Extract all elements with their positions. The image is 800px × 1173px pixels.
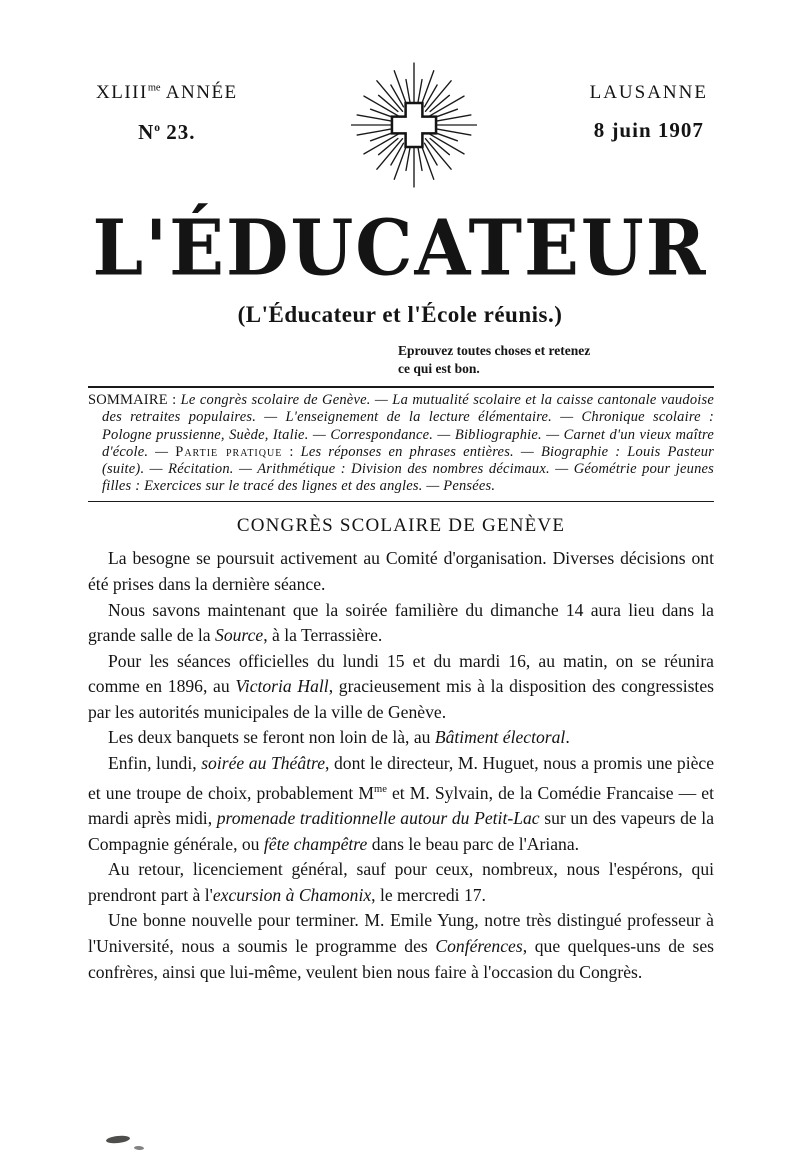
journal-title: L'ÉDUCATEUR xyxy=(92,202,708,293)
swiss-cross-icon xyxy=(392,103,436,147)
numero-superscript: o xyxy=(154,122,161,134)
annee-tail: ANNÉE xyxy=(160,82,238,103)
place-date-block xyxy=(590,82,708,143)
article-body xyxy=(88,546,714,985)
article-paragraph: Pour les séances officielles du lundi 15 et du mardi 16, au matin, on se réunira comme en 1896, au Victoria Hall, gracieusement mis à la disposition des congressistes par les autorités municipales de la ville de Genève. xyxy=(88,650,714,722)
scan-artifact xyxy=(134,1146,144,1151)
article-heading: CONGRÈS SCOLAIRE DE GENÈVE xyxy=(236,515,566,537)
article-paragraph: Une bonne nouvelle pour terminer. M. Emile Yung, notre très distingué professeur à l'Université, nous a soumis le programme des Conférences, que quelques-uns de ses confrères, ainsi que lui-même, veulent bien nous faire à l'occasion du Congrès. xyxy=(88,910,715,982)
article-paragraph: Les deux banquets se feront non loin de là, au Bâtiment électoral. xyxy=(108,727,570,748)
article-paragraph: Enfin, lundi, soirée au Théâtre, dont le directeur, M. Huguet, nous a promis une pièce et une troupe de choix, probablement $M^{me}$ et M. Sylvain, de la Comédie Francaise — et mardi après midi, promenade traditionnelle autour du Petit-Lac sur un des vapeurs de la Compagnie générale, ou fête champêtre dans le beau parc de l'Ariana. xyxy=(88,753,715,854)
article-paragraph: Au retour, licenciement général, sauf pour ceux, nombreux, nous l'espérons, qui prendront part à l'excursion à Chamonix, le mercredi 17. xyxy=(88,859,714,905)
divider-rule-top xyxy=(88,386,714,388)
numero-tail: 23. xyxy=(160,120,196,144)
content-column xyxy=(0,386,800,985)
annee-line xyxy=(96,82,238,104)
sunburst-cross-emblem xyxy=(351,60,477,190)
sunburst-svg xyxy=(351,60,477,190)
numero-main: N xyxy=(138,120,155,144)
issue-date: 8 juin 1907 xyxy=(593,118,704,142)
epigraph-line-2: ce qui est bon. xyxy=(398,360,480,376)
annee-main: XLIII xyxy=(96,82,148,103)
epigraph-line-1: Eprouvez toutes choses et retenez xyxy=(398,343,591,358)
annee-block xyxy=(96,82,238,145)
journal-subtitle: (L'Éducateur et l'École réunis.) xyxy=(237,302,563,327)
masthead xyxy=(0,0,800,190)
article-paragraph: La besogne se poursuit activement au Comité d'organisation. Diverses décisions ont été prises dans la dernière séance. xyxy=(88,548,714,594)
scan-artifact xyxy=(106,1135,131,1144)
place-name: LAUSANNE xyxy=(589,82,708,103)
article-paragraph: Nous savons maintenant que la soirée familière du dimanche 14 aura lieu dans la grande salle de la Source, à la Terrassière. xyxy=(88,599,714,646)
annee-superscript: me xyxy=(147,82,161,94)
epigraph xyxy=(398,342,650,377)
issue-number xyxy=(96,120,238,145)
divider-rule-bottom xyxy=(88,501,714,502)
sommaire: SOMMAIRE : Le congrès scolaire de Genève. — La mutualité scolaire et la caisse cantonale vaudoise des retraites populaires. — L'enseignement de la lecture élémentaire. — Chronique scolaire : Pologne prussienne, Suède, Italie. — Correspondance. — Bibliographie. — Carnet d'un vieux maître d'école. — Partie pratique : Les réponses en phrases entières. — Biographie : Louis Pasteur (suite). — Récitation. — Arithmétique : Division des nombres décimaux. — Géométrie pour jeunes filles : Exercices sur le tracé des lignes et des angles. — Pensées. xyxy=(88,392,714,495)
